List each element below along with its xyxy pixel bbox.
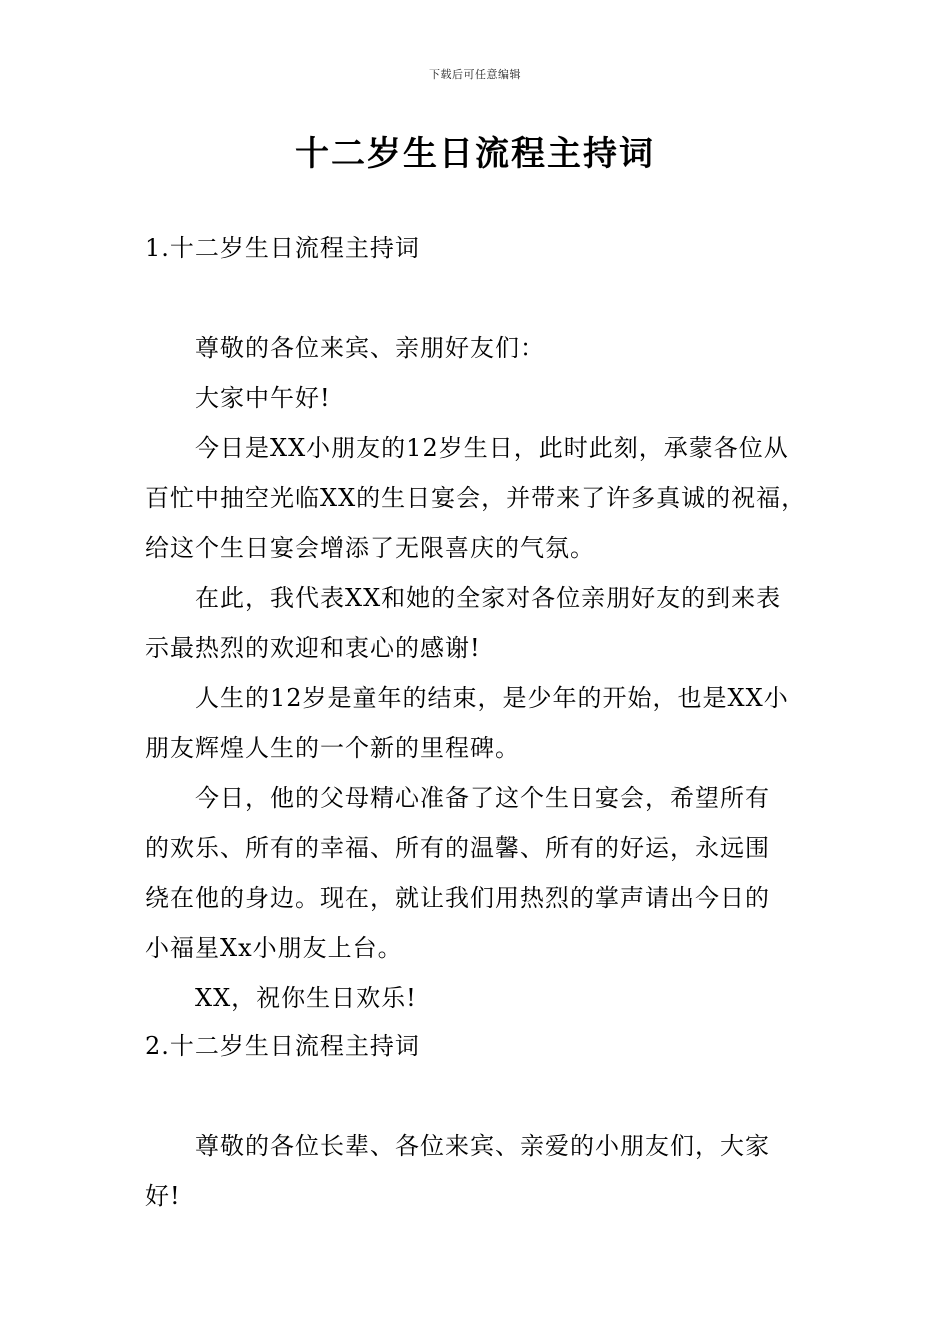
paragraph-line: 人生的12岁是童年的结束，是少年的开始，也是XX小 [195,684,789,712]
greeting-line: 尊敬的各位长辈、各位来宾、亲爱的小朋友们，大家 [195,1132,770,1160]
paragraph-line: 在此，我代表XX和她的全家对各位亲朋好友的到来表 [195,584,782,612]
section-heading-2: 2.十二岁生日流程主持词 [145,1032,420,1060]
header-note: 下载后可任意编辑 [429,68,521,81]
paragraph-line: 今日是XX小朋友的12岁生日，此时此刻，承蒙各位从 [195,434,789,462]
paragraph-line: 百忙中抽空光临XX的生日宴会，并带来了许多真诚的祝福， [145,484,807,512]
paragraph-line: 示最热烈的欢迎和衷心的感谢! [145,634,481,662]
paragraph-line: 的欢乐、所有的幸福、所有的温馨、所有的好运，永远围 [145,834,770,862]
paragraph-line: XX，祝你生日欢乐! [195,984,417,1012]
greeting-line: 尊敬的各位来宾、亲朋好友们： [195,334,545,362]
paragraph-line: 绕在他的身边。现在，就让我们用热烈的掌声请出今日的 [145,884,770,912]
paragraph-line: 今日，他的父母精心准备了这个生日宴会，希望所有 [195,784,770,812]
document-title: 十二岁生日流程主持词 [295,134,655,174]
paragraph-line: 大家中午好! [195,384,331,412]
paragraph-line: 小福星Xx小朋友上台。 [145,934,403,962]
paragraph-line: 给这个生日宴会增添了无限喜庆的气氛。 [145,534,595,562]
section-heading-1: 1.十二岁生日流程主持词 [145,234,420,262]
paragraph-line: 好! [145,1182,181,1210]
paragraph-line: 朋友辉煌人生的一个新的里程碑。 [145,734,520,762]
